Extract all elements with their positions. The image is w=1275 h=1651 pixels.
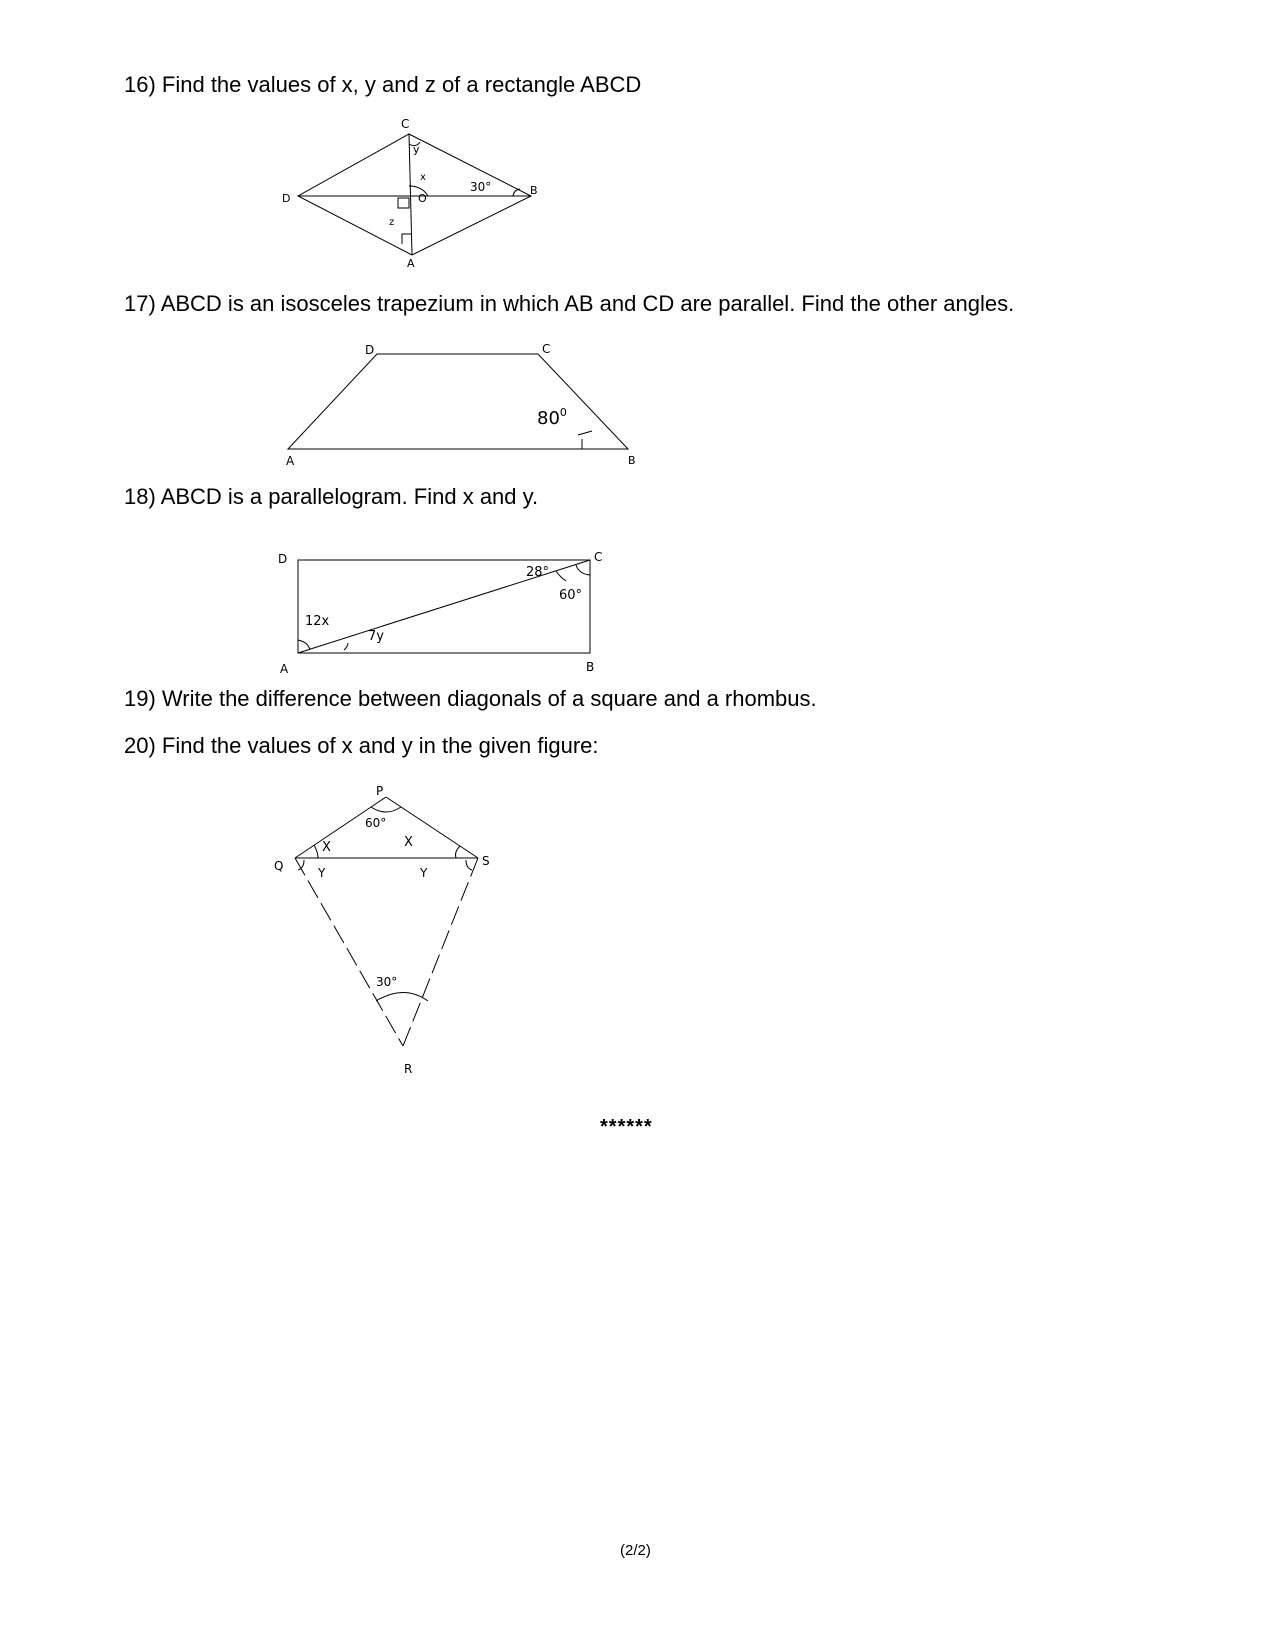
angle-7y-label: 7y (368, 629, 384, 644)
side-ps (386, 797, 478, 858)
angle-x-q-label: X (322, 840, 331, 855)
vertex-a-label: A (286, 454, 295, 468)
angle-80-label: $80^0$ (537, 406, 567, 429)
parallelogram-figure (270, 540, 630, 680)
angle-y-s-label: Y (420, 866, 428, 880)
trapezium-outline (288, 354, 628, 449)
angle-arc-r (376, 993, 428, 1002)
angle-60-label: 60° (559, 588, 583, 603)
angle-30-label: 30° (376, 975, 398, 989)
kite-figure (270, 784, 530, 1084)
vertex-d-label: D (278, 552, 288, 566)
vertex-b-label: B (586, 660, 595, 674)
angle-28-label: 28° (526, 565, 550, 580)
rhombus-figure (270, 112, 570, 272)
vertex-p-label: P (376, 784, 384, 798)
vertex-b-label: B (530, 184, 538, 197)
question-17-text: 17) ABCD is an isosceles trapezium in which AB and CD are parallel. Find the other angles. (124, 291, 1015, 316)
question-20-text: 20) Find the values of x and y in the given figure: (124, 733, 599, 758)
angle-arc-qx (314, 845, 318, 858)
angle-30-label: 30° (470, 180, 492, 194)
diagonal-ca (409, 134, 412, 255)
angle-arc-7y (344, 643, 348, 650)
question-18-text: 18) ABCD is a parallelogram. Find x and y. (124, 484, 539, 509)
center-o-label: O (418, 192, 427, 205)
angle-y-q-label: Y (318, 866, 326, 880)
side-sr (403, 858, 478, 1046)
angle-12x-label: 12x (305, 614, 330, 629)
angle-arc-12x (298, 640, 310, 650)
angle-z-label: z (389, 217, 395, 228)
side-qr (295, 858, 403, 1046)
vertex-r-label: R (404, 1062, 413, 1076)
page-number: (2/2) (620, 1542, 651, 1559)
vertex-d-label: D (282, 192, 291, 205)
angle-arc-p (371, 807, 401, 812)
trapezium-figure (270, 336, 650, 466)
angle-x-label: x (420, 172, 426, 183)
vertex-a-label: A (407, 257, 415, 270)
angle-y-label: y (413, 143, 420, 156)
angle-arc-sx (456, 846, 461, 858)
angle-arc-b (578, 431, 592, 435)
right-angle-mark-o (398, 198, 409, 208)
angle-60-label: 60° (365, 816, 387, 830)
vertex-q-label: Q (274, 859, 284, 873)
vertex-a-label: A (280, 662, 289, 676)
vertex-s-label: S (482, 854, 490, 868)
angle-mark-z (402, 234, 412, 244)
angle-arc-sy (466, 860, 472, 870)
angle-arc-28 (556, 571, 566, 581)
angle-arc-60 (576, 565, 590, 575)
vertex-b-label: B (628, 454, 636, 467)
end-marker: ****** (600, 1116, 653, 1138)
question-19-text: 19) Write the difference between diagonals of a square and a rhombus. (124, 686, 817, 711)
vertex-c-label: C (542, 342, 551, 356)
vertex-c-label: C (594, 550, 603, 564)
vertex-d-label: D (365, 343, 375, 357)
question-16-text: 16) Find the values of x, y and z of a rectangle ABCD (124, 72, 642, 97)
vertex-c-label: C (401, 117, 410, 131)
angle-x-s-label: X (404, 835, 413, 850)
